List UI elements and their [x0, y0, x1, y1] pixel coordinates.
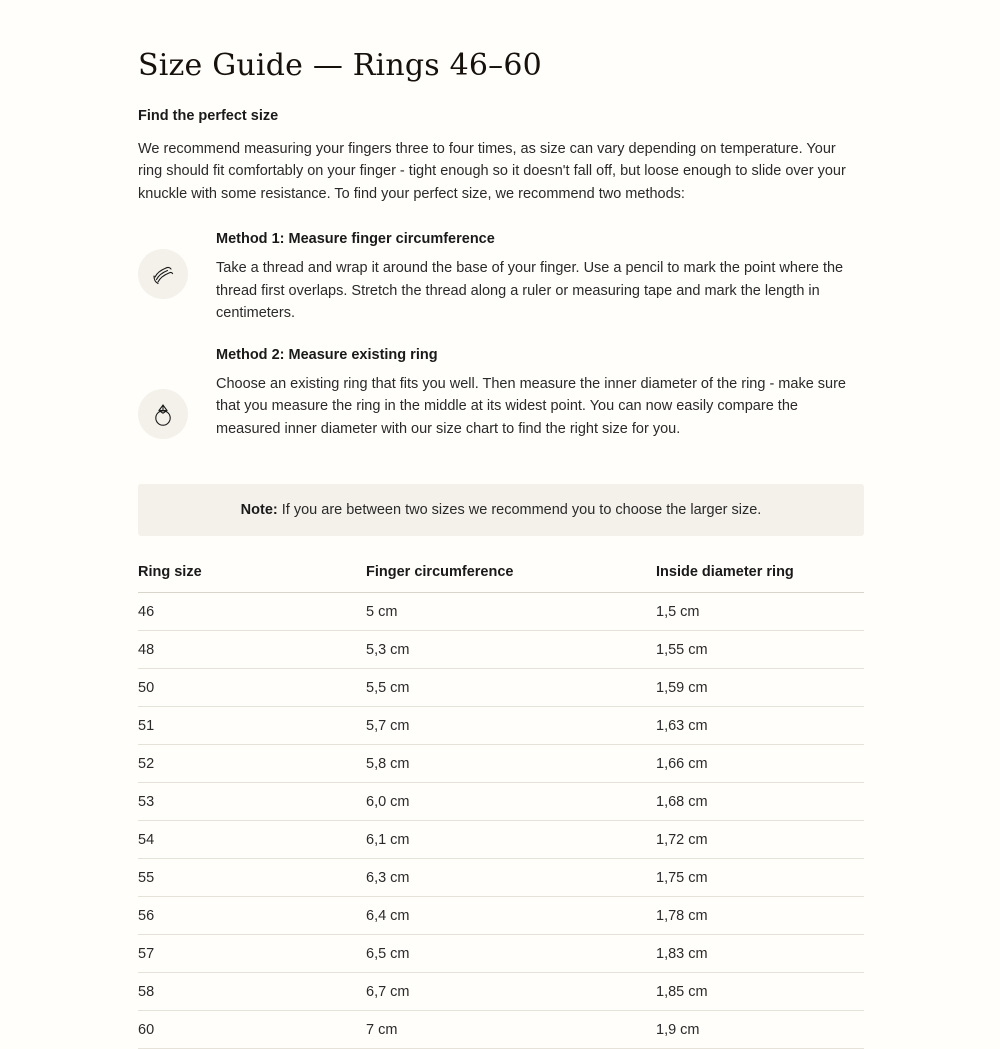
table-row — [138, 935, 864, 973]
table-row — [138, 973, 864, 1011]
table-row — [138, 897, 864, 935]
intro-paragraph: We recommend measuring your fingers three to four times, as size can vary depending on temperature. Your ring should fit comfortably on your finger - tight enough so it doesn't fall off, but loose enough to slide over your knuckle with some resistance. To find your perfect size, we recommend two methods: — [138, 141, 846, 202]
column-header-inside-diameter: Inside diameter ring — [656, 564, 864, 593]
table-cell: 6,5 cm — [366, 935, 656, 973]
table-cell: 53 — [138, 783, 366, 821]
table-cell: 46 — [138, 593, 366, 631]
method-1-body — [216, 231, 864, 324]
ring-icon — [138, 389, 188, 439]
table-header-row — [138, 564, 864, 593]
table-row — [138, 783, 864, 821]
method-2-text: Choose an existing ring that fits you well. Then measure the inner diameter of the ring - make sure that you measure the ring in the middle at its widest point. You can now easily compare the measured inner diameter with our size chart to find the right size for you. — [216, 375, 846, 437]
table-cell: 56 — [138, 897, 366, 935]
table-cell: 1,63 cm — [656, 707, 864, 745]
table-cell: 6,0 cm — [366, 783, 656, 821]
table-cell: 1,85 cm — [656, 973, 864, 1011]
table-row — [138, 631, 864, 669]
table-cell: 51 — [138, 707, 366, 745]
table-cell: 5,3 cm — [366, 631, 656, 669]
page-title: Size Guide — Rings 46–60 — [138, 48, 542, 83]
size-table — [138, 564, 864, 1049]
table-cell: 57 — [138, 935, 366, 973]
method-1-title: Method 1: Measure finger circumference — [216, 231, 495, 248]
hand-thread-icon — [138, 249, 188, 299]
method-1-text: Take a thread and wrap it around the base of your finger. Use a pencil to mark the point where the thread first overlaps. Stretch the thread along a ruler or measuring tape and mark the length in centimeters. — [216, 260, 844, 322]
table-cell: 1,66 cm — [656, 745, 864, 783]
table-row — [138, 707, 864, 745]
table-row — [138, 745, 864, 783]
table-cell: 48 — [138, 631, 366, 669]
column-header-ring-size: Ring size — [138, 564, 366, 593]
method-2 — [138, 347, 864, 440]
section-subtitle: Find the perfect size — [138, 108, 279, 124]
note-label: Note: — [240, 502, 278, 519]
table-row — [138, 859, 864, 897]
method-1 — [138, 231, 864, 324]
method-2-title: Method 2: Measure existing ring — [216, 346, 438, 363]
method-2-body — [216, 347, 864, 440]
table-cell: 52 — [138, 745, 366, 783]
size-table-head — [138, 564, 864, 593]
table-cell: 6,7 cm — [366, 973, 656, 1011]
column-header-finger-circumference: Finger circumference — [366, 564, 656, 593]
table-cell: 1,5 cm — [656, 593, 864, 631]
table-cell: 58 — [138, 973, 366, 1011]
table-row — [138, 821, 864, 859]
table-cell: 1,55 cm — [656, 631, 864, 669]
table-cell: 1,78 cm — [656, 897, 864, 935]
table-cell: 55 — [138, 859, 366, 897]
table-cell: 5 cm — [366, 593, 656, 631]
table-cell: 54 — [138, 821, 366, 859]
table-cell: 6,1 cm — [366, 821, 656, 859]
table-row — [138, 1011, 864, 1049]
table-cell: 6,4 cm — [366, 897, 656, 935]
table-cell: 5,5 cm — [366, 669, 656, 707]
table-cell: 5,8 cm — [366, 745, 656, 783]
table-cell: 1,9 cm — [656, 1011, 864, 1049]
table-cell: 1,59 cm — [656, 669, 864, 707]
table-cell: 50 — [138, 669, 366, 707]
note-text: If you are between two sizes we recommend you to choose the larger size. — [281, 502, 762, 519]
table-row — [138, 593, 864, 631]
table-cell: 5,7 cm — [366, 707, 656, 745]
table-cell: 1,72 cm — [656, 821, 864, 859]
note-banner — [138, 484, 864, 536]
table-cell: 6,3 cm — [366, 859, 656, 897]
table-cell: 1,83 cm — [656, 935, 864, 973]
table-row — [138, 669, 864, 707]
table-cell: 1,75 cm — [656, 859, 864, 897]
table-cell: 1,68 cm — [656, 783, 864, 821]
table-cell: 7 cm — [366, 1011, 656, 1049]
table-cell: 60 — [138, 1011, 366, 1049]
size-table-body — [138, 593, 864, 1049]
